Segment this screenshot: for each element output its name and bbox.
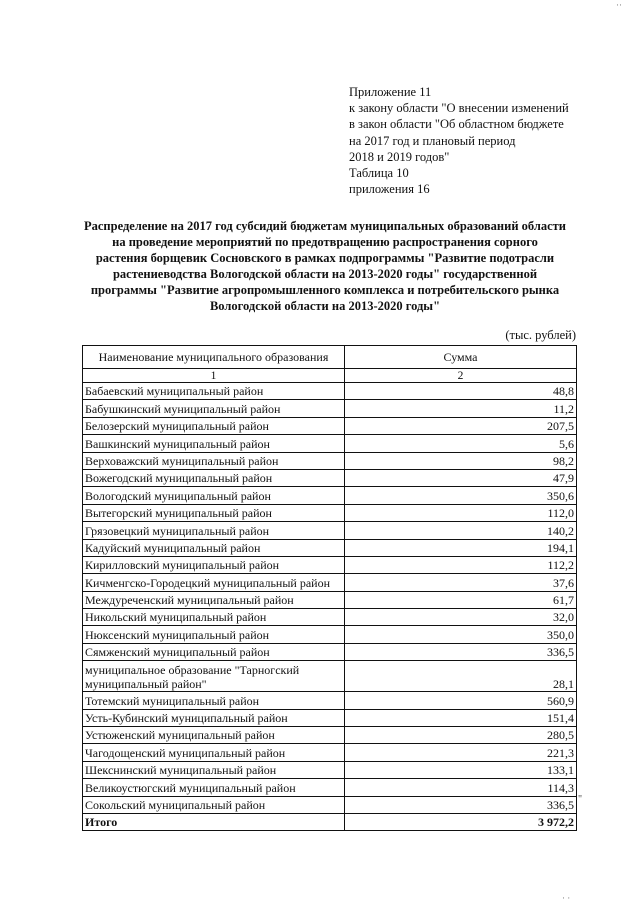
- subsidy-amount: 47,9: [345, 469, 577, 486]
- subsidy-amount: 112,2: [345, 556, 577, 573]
- subsidy-amount: 37,6: [345, 574, 577, 591]
- table-row: [83, 761, 577, 778]
- subsidy-table: [82, 345, 577, 831]
- table-row: [83, 609, 577, 626]
- municipality-name: Нюксенский муниципальный район: [83, 626, 345, 643]
- municipality-name: Вашкинский муниципальный район: [83, 435, 345, 452]
- subsidy-amount: 221,3: [345, 744, 577, 761]
- subsidy-amount: 350,6: [345, 487, 577, 504]
- title-line: Вологодской области на 2013-2020 годы": [209, 299, 441, 313]
- table-row: [83, 487, 577, 504]
- municipality-name: Великоустюгский муниципальный район: [83, 779, 345, 796]
- municipality-name: Сокольский муниципальный район: [83, 796, 345, 813]
- municipality-name: Кадуйский муниципальный район: [83, 539, 345, 556]
- title-line: программы "Развитие агропромышленного комплекса и потребительского рынка: [90, 283, 560, 297]
- subsidy-amount: 98,2: [345, 452, 577, 469]
- appendix-line: Приложение 11: [349, 85, 432, 99]
- table-row: [83, 383, 577, 400]
- table-row: [83, 504, 577, 521]
- column-number: 2: [345, 369, 577, 383]
- municipality-name: Сямженский муниципальный район: [83, 643, 345, 660]
- municipality-name: Чагодощенский муниципальный район: [83, 744, 345, 761]
- municipality-name: Вологодский муниципальный район: [83, 487, 345, 504]
- table-row: [83, 452, 577, 469]
- appendix-line: на 2017 год и плановый период: [349, 133, 516, 148]
- table-row: [83, 556, 577, 573]
- subsidy-amount: 61,7: [345, 591, 577, 608]
- column-number-row: [83, 369, 577, 383]
- table-row: [83, 435, 577, 452]
- appendix-line: к закону области "О внесении изменений: [349, 101, 569, 116]
- subsidy-amount: 560,9: [345, 692, 577, 709]
- municipality-name: Шекснинский муниципальный район: [83, 761, 345, 778]
- total-row: [83, 813, 577, 830]
- header-sum: Сумма: [345, 346, 577, 369]
- subsidy-amount: 32,0: [345, 609, 577, 626]
- subsidy-amount: 112,0: [345, 504, 577, 521]
- municipality-name: Бабаевский муниципальный район: [83, 383, 345, 400]
- subsidy-amount: 280,5: [345, 727, 577, 744]
- column-number: 1: [83, 369, 345, 383]
- scan-mark-bottom: · ·: [562, 893, 571, 903]
- subsidy-amount: 207,5: [345, 417, 577, 434]
- table-row: [83, 417, 577, 434]
- scan-mark-total: ": [578, 794, 583, 805]
- table-row: [83, 522, 577, 539]
- title-line: растениеводства Вологодской области на 2013-2020 годы" государственной: [112, 267, 538, 281]
- municipality-name: Грязовецкий муниципальный район: [83, 522, 345, 539]
- total-amount: 3 972,2: [345, 813, 577, 830]
- table-row: [83, 692, 577, 709]
- table-row: [83, 591, 577, 608]
- subsidy-amount: 194,1: [345, 539, 577, 556]
- appendix-line: 2018 и 2019 годов": [349, 149, 450, 164]
- municipality-name: Тотемский муниципальный район: [83, 692, 345, 709]
- subsidy-amount: 28,1: [345, 661, 577, 692]
- subsidy-amount: 336,5: [345, 796, 577, 813]
- table-row: [83, 469, 577, 486]
- municipality-name: Кирилловский муниципальный район: [83, 556, 345, 573]
- total-label: Итого: [83, 813, 345, 830]
- table-header-row: [83, 346, 577, 369]
- table-row: [83, 574, 577, 591]
- table-row: [83, 779, 577, 796]
- subsidy-amount: 114,3: [345, 779, 577, 796]
- table-row: [83, 744, 577, 761]
- subsidy-amount: 350,0: [345, 626, 577, 643]
- scan-mark-top: ··: [616, 0, 622, 10]
- table-row: [83, 400, 577, 417]
- subsidy-amount: 336,5: [345, 643, 577, 660]
- table-row: [83, 709, 577, 726]
- subsidy-amount: 140,2: [345, 522, 577, 539]
- document-title: [62, 218, 588, 314]
- table-row: [83, 796, 577, 813]
- table-row: [83, 539, 577, 556]
- appendix-line: приложения 16: [349, 182, 430, 197]
- header-name: Наименование муниципального образования: [83, 346, 345, 369]
- table-row: [83, 727, 577, 744]
- table-row: [83, 626, 577, 643]
- municipality-name: Кичменгско-Городецкий муниципальный район: [83, 574, 345, 591]
- subsidy-amount: 11,2: [345, 400, 577, 417]
- table-row: [83, 643, 577, 660]
- municipality-name: Усть-Кубинский муниципальный район: [83, 709, 345, 726]
- subsidy-amount: 151,4: [345, 709, 577, 726]
- title-line: на проведение мероприятий по предотвращению распространения сорного: [112, 235, 538, 249]
- units-label: (тыс. рублей): [505, 328, 576, 342]
- appendix-reference: [349, 84, 599, 197]
- table-row: [83, 661, 577, 692]
- municipality-name: Вытегорский муниципальный район: [83, 504, 345, 521]
- title-line: растения борщевик Сосновского в рамках подпрограммы "Развитие подотрасли: [95, 251, 555, 265]
- municipality-name: Никольский муниципальный район: [83, 609, 345, 626]
- municipality-name: Белозерский муниципальный район: [83, 417, 345, 434]
- municipality-name: Верховажский муниципальный район: [83, 452, 345, 469]
- subsidy-amount: 133,1: [345, 761, 577, 778]
- municipality-name: Устюженский муниципальный район: [83, 727, 345, 744]
- municipality-name: Вожегодский муниципальный район: [83, 469, 345, 486]
- municipality-name: Междуреченский муниципальный район: [83, 591, 345, 608]
- appendix-line: Таблица 10: [349, 166, 409, 181]
- subsidy-amount: 5,6: [345, 435, 577, 452]
- municipality-name: Бабушкинский муниципальный район: [83, 400, 345, 417]
- appendix-line: в закон области "Об областном бюджете: [349, 117, 564, 132]
- subsidy-amount: 48,8: [345, 383, 577, 400]
- title-line: Распределение на 2017 год субсидий бюджетам муниципальных образований области: [83, 219, 566, 233]
- municipality-name: муниципальное образование "Тарногский муниципальный район": [83, 661, 345, 692]
